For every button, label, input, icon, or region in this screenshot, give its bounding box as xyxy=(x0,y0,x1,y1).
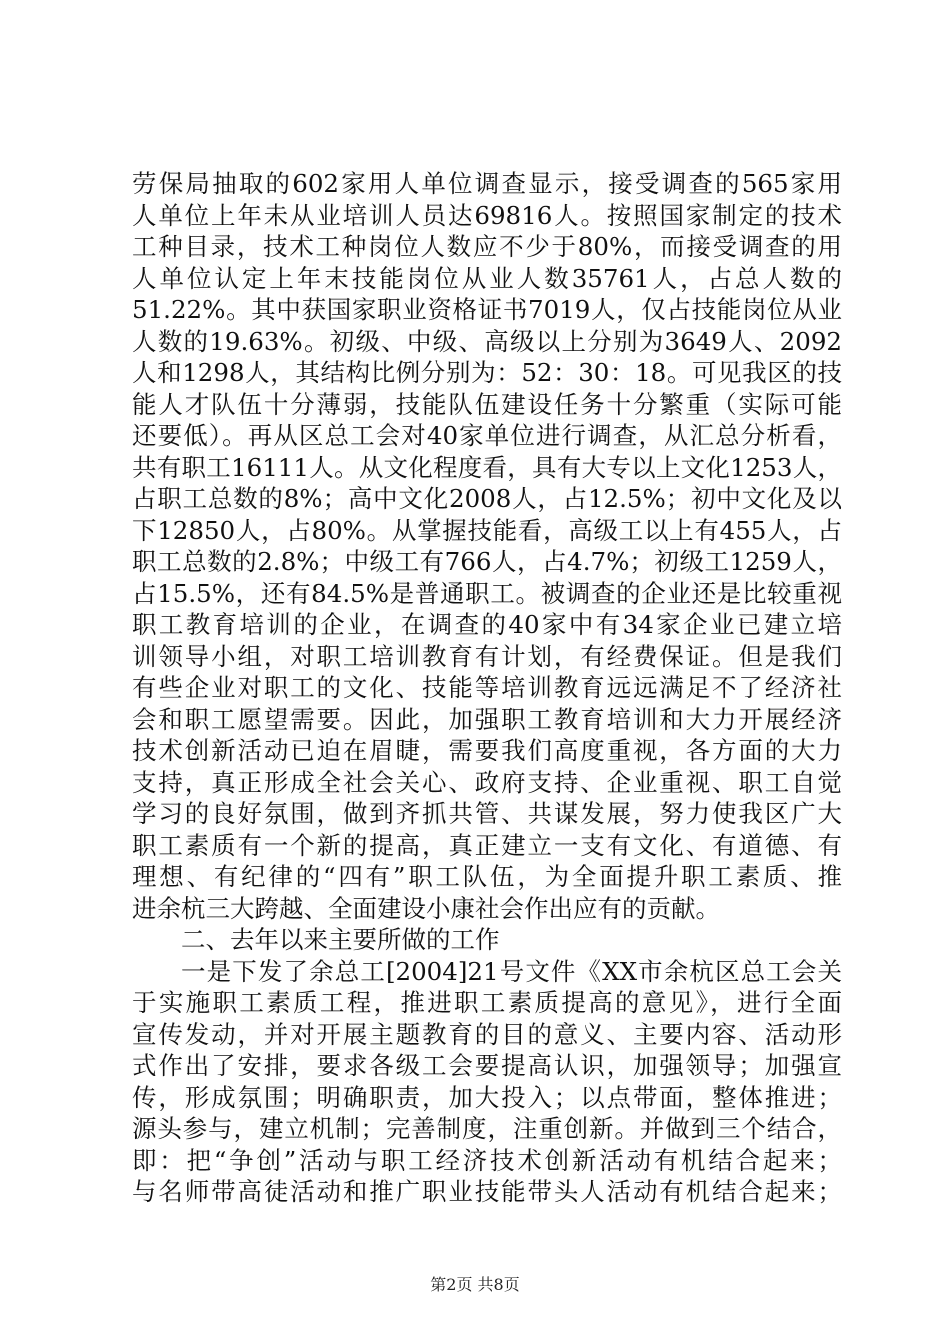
text-line: 传，形成氛围；明确职责，加大投入；以点带面，整体推进； xyxy=(132,1082,842,1112)
text-line: 51.22%。其中获国家职业资格证书7019人，仅占技能岗位从业 xyxy=(132,295,842,324)
text-line: 技术创新活动已迫在眉睫，需要我们高度重视，各方面的大力 xyxy=(132,736,842,765)
text-line: 人单位上年未从业培训人员达69816人。按照国家制定的技术 xyxy=(132,200,842,230)
section-heading: 二、去年以来主要所做的工作 xyxy=(181,925,500,954)
text-line: 源头参与，建立机制；完善制度，注重创新。并做到三个结合， xyxy=(132,1114,842,1143)
text-line: 会和职工愿望需要。因此，加强职工教育培训和大力开展经济 xyxy=(132,704,842,734)
text-line: 职工素质有一个新的提高，真正建立一支有文化、有道德、有 xyxy=(132,830,842,860)
text-line: 还要低）。再从区总工会对40家单位进行调查，从汇总分析看， xyxy=(132,421,842,450)
text-line: 一是下发了余总工[2004]21号文件《XX市余杭区总工会关 xyxy=(181,956,842,986)
text-line: 下12850人，占80%。从掌握技能看，高级工以上有455人，占 xyxy=(132,515,842,545)
text-line: 即：把“争创”活动与职工经济技术创新活动有机结合起来； xyxy=(132,1145,842,1175)
text-line: 职工总数的2.8%；中级工有766人，占4.7%；初级工1259人， xyxy=(132,547,842,576)
text-line: 式作出了安排，要求各级工会要提高认识，加强领导；加强宣 xyxy=(132,1051,842,1080)
text-line: 理想、有纪律的“四有”职工队伍，为全面提升职工素质、推 xyxy=(132,862,842,891)
text-line: 占职工总数的8%；高中文化2008人，占12.5%；初中文化及以 xyxy=(132,484,842,513)
text-line: 人和1298人，其结构比例分别为：52：30：18。可见我区的技 xyxy=(132,358,842,387)
text-line: 职工教育培训的企业，在调查的40家中有34家企业已建立培 xyxy=(132,610,842,639)
body-text xyxy=(132,168,842,1208)
text-line: 有些企业对职工的文化、技能等培训教育远远满足不了经济社 xyxy=(132,673,842,702)
text-line: 与名师带高徒活动和推广职业技能带头人活动有机结合起来； xyxy=(132,1177,842,1206)
text-line: 宣传发动，并对开展主题教育的目的意义、主要内容、活动形 xyxy=(132,1019,842,1049)
text-line: 支持，真正形成全社会关心、政府支持、企业重视、职工自觉 xyxy=(132,767,842,797)
text-line: 人单位认定上年末技能岗位从业人数35761人，占总人数的 xyxy=(132,263,842,293)
text-line: 共有职工16111人。从文化程度看，具有大专以上文化1253人， xyxy=(132,452,842,482)
text-line: 人数的19.63%。初级、中级、高级以上分别为3649人、2092 xyxy=(132,326,842,356)
text-line: 工种目录，技术工种岗位人数应不少于80%，而接受调查的用 xyxy=(132,232,842,261)
page-indicator: 第2页 共8页 xyxy=(430,1275,520,1294)
text-line: 劳保局抽取的602家用人单位调查显示，接受调查的565家用 xyxy=(132,169,842,198)
text-line: 学习的良好氛围，做到齐抓共管、共谋发展，努力使我区广大 xyxy=(132,799,842,828)
text-line: 能人才队伍十分薄弱，技能队伍建设任务十分繁重（实际可能 xyxy=(132,389,842,419)
text-line: 于实施职工素质工程，推进职工素质提高的意见》，进行全面 xyxy=(132,988,842,1017)
text-line: 进余杭三大跨越、全面建设小康社会作出应有的贡献。 xyxy=(132,893,720,923)
text-line: 训领导小组，对职工培训教育有计划，有经费保证。但是我们 xyxy=(132,641,842,671)
text-line: 占15.5%，还有84.5%是普通职工。被调查的企业还是比较重视 xyxy=(132,578,842,608)
